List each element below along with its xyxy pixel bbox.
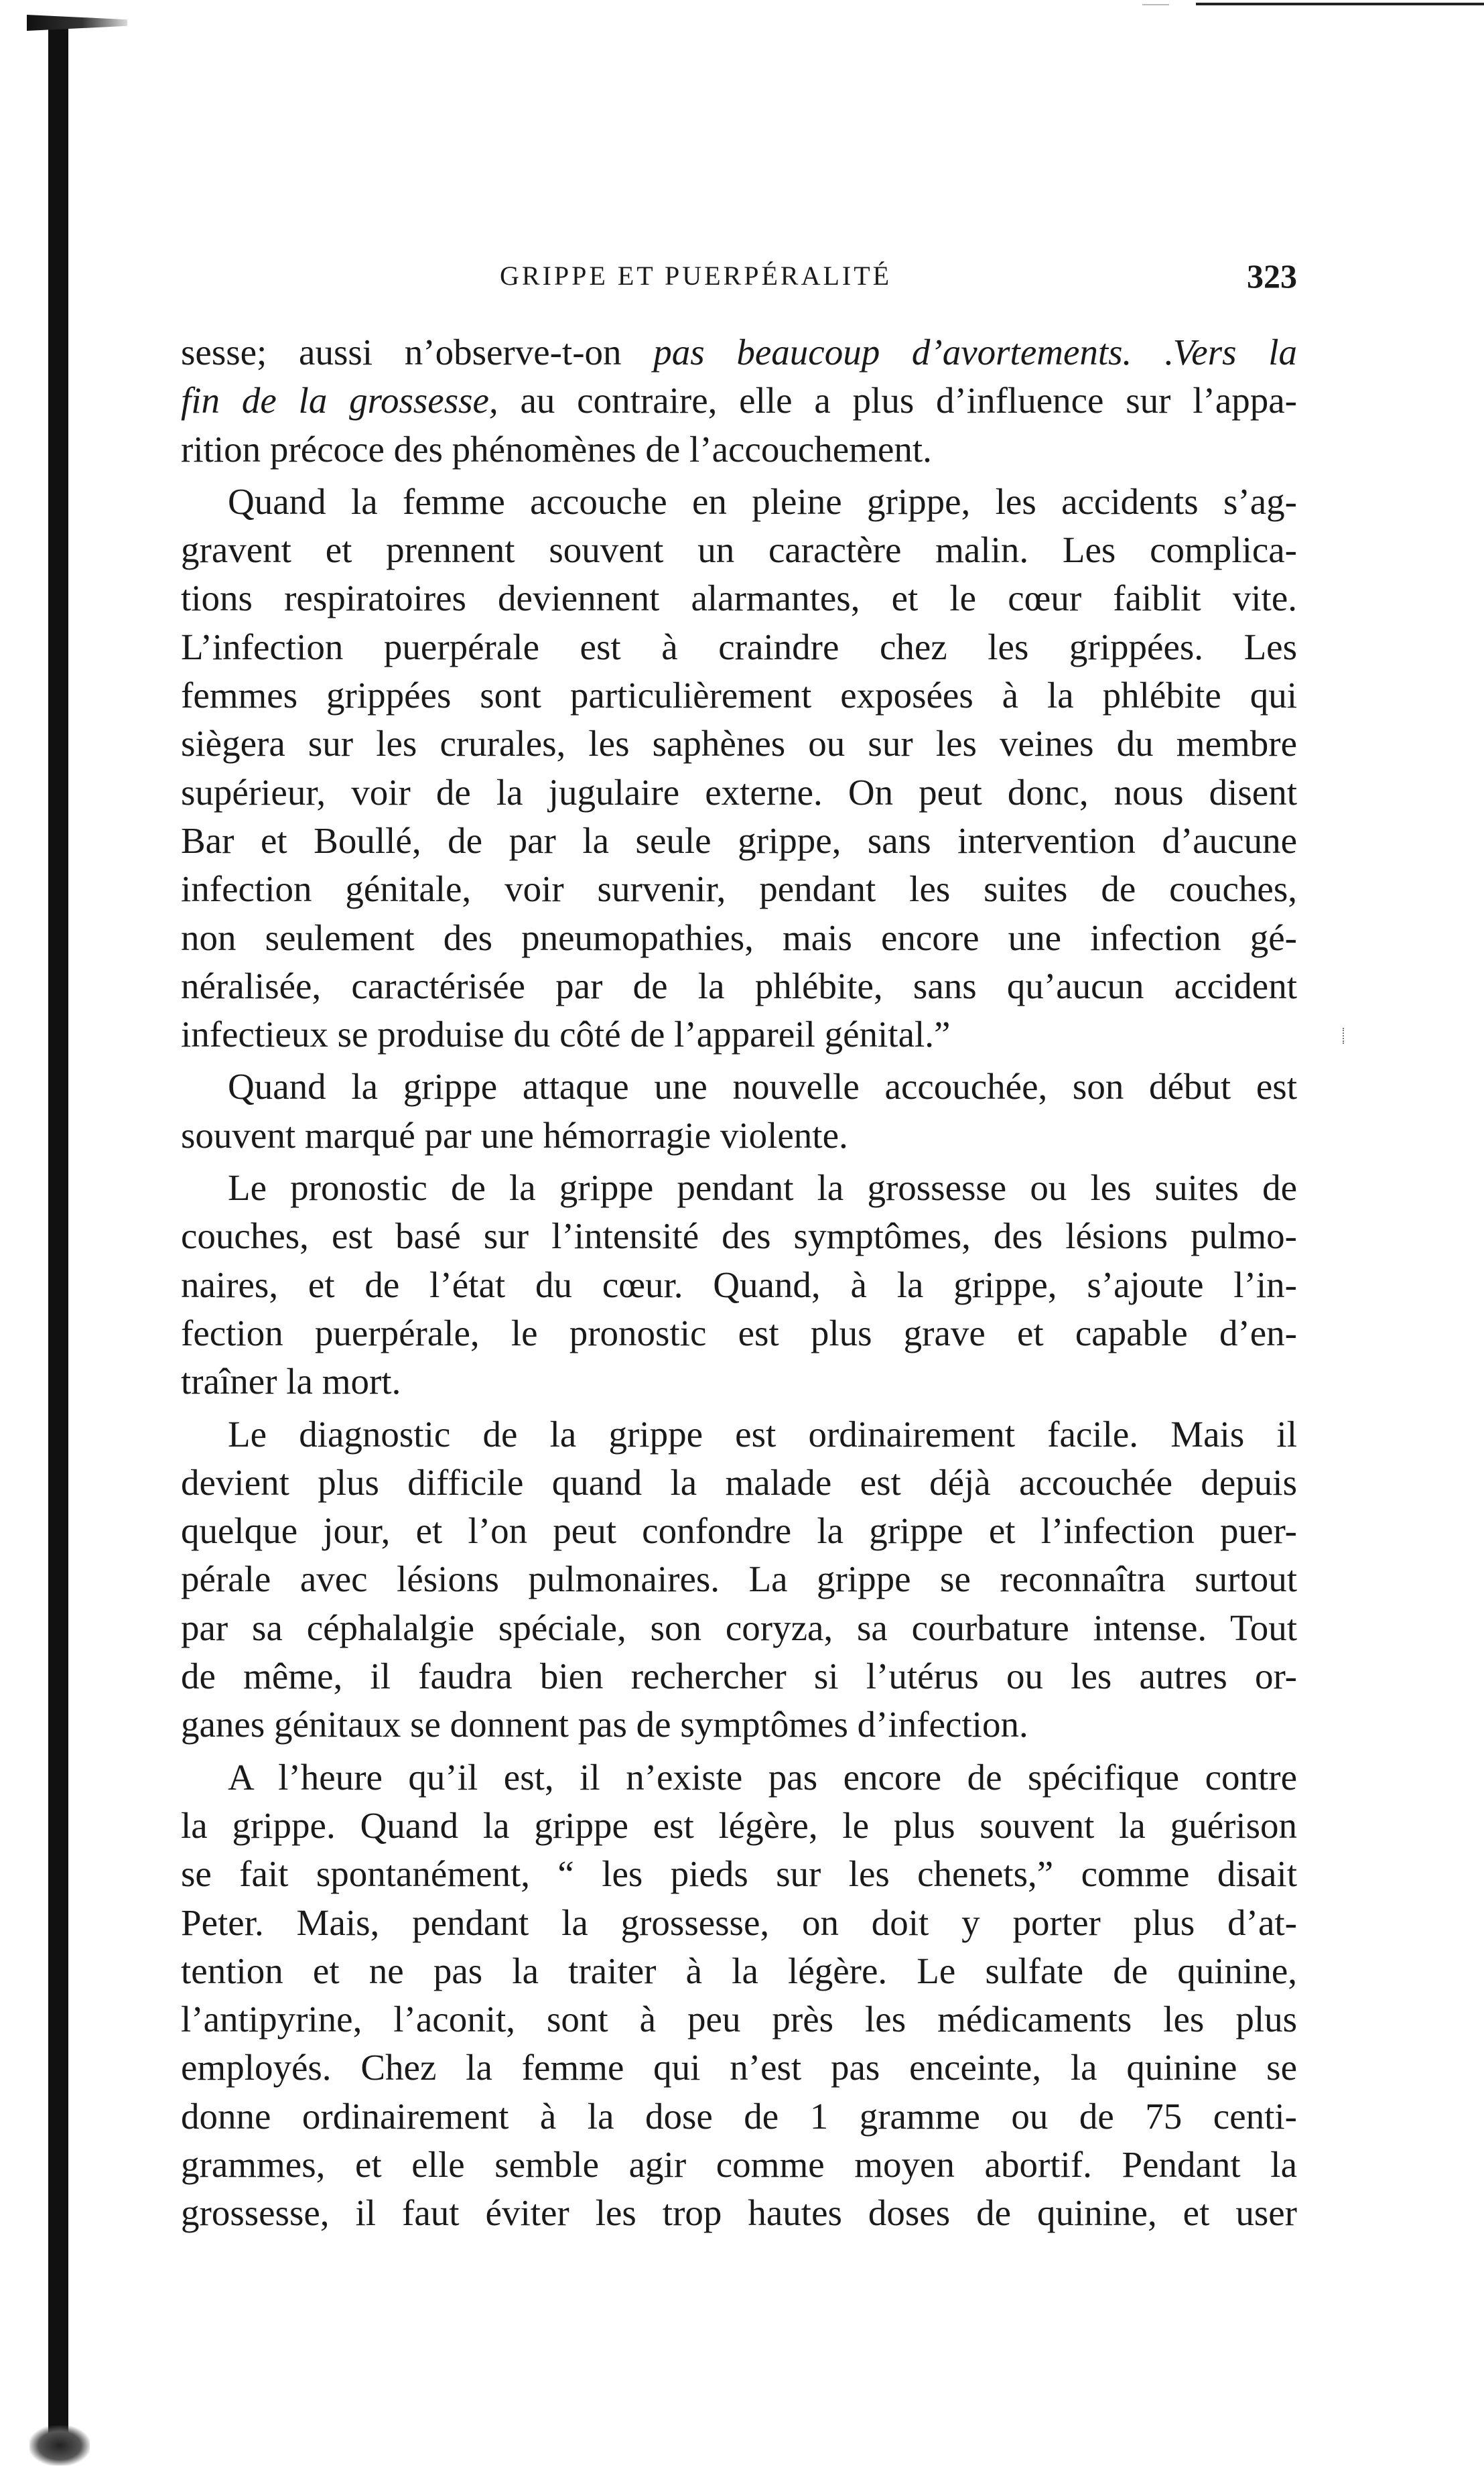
text-line	[181, 914, 1297, 962]
text-run: .	[1132, 332, 1173, 373]
running-title: GRIPPE ET PUERPÉRALITÉ	[500, 261, 892, 291]
text-run: Bar et Boullé, de par la seule grippe, sans intervention d’aucune	[181, 819, 1297, 861]
text-line	[181, 1899, 1297, 1947]
text-line	[181, 1010, 1297, 1059]
paragraph	[181, 1410, 1297, 1749]
text-run: Quand la grippe attaque une nouvelle accouchée, son début est	[228, 1066, 1297, 1108]
text-line	[181, 1652, 1297, 1700]
text-run: tention et ne pas la traiter à la légère. Le sulfate de quinine,	[181, 1950, 1297, 1991]
text-run: pérale avec lésions pulmonaires. La grippe se reconnaîtra surtout	[181, 1558, 1297, 1600]
text-run: donne ordinairement à la dose de 1 gramme ou de 75 centi-	[181, 2095, 1297, 2137]
text-run: l’antipyrine, l’aconit, sont à peu près les médicaments les plus	[181, 1999, 1297, 2040]
text-run: non seulement des pneumopathies, mais encore une infection gé-	[181, 917, 1297, 958]
text-line	[181, 1261, 1297, 1309]
text-run: couches, est basé sur l’intensité des symptômes, des lésions pulmo-	[181, 1215, 1297, 1257]
text-run: de même, il faudra bien rechercher si l’utérus ou les autres or-	[181, 1656, 1297, 1697]
page-number: 323	[1247, 257, 1297, 295]
text-line	[181, 1212, 1297, 1260]
paragraph	[181, 1063, 1297, 1160]
text-run: grammes, et elle semble agir comme moyen abortif. Pendant la	[181, 2143, 1297, 2185]
text-line	[181, 1995, 1297, 2044]
italic-run: fin de la grossesse,	[181, 380, 498, 421]
text-run: fection puerpérale, le pronostic est plus grave et capable d’en-	[181, 1312, 1297, 1353]
text-line	[181, 526, 1297, 574]
text-line	[181, 478, 1297, 526]
text-line	[181, 962, 1297, 1010]
text-line	[181, 1410, 1297, 1459]
text-run: supérieur, voir de la jugulaire externe. On peut donc, nous disent	[181, 771, 1297, 813]
text-run: devient plus difficile quand la malade est déjà accouchée depuis	[181, 1461, 1297, 1503]
text-line	[181, 817, 1297, 865]
text-run: femmes grippées sont particulièrement exposées à la phlébite qui	[181, 675, 1297, 716]
text-run: sesse; aussi n’observe-t-on	[181, 332, 654, 373]
paragraph	[181, 328, 1297, 474]
text-line	[181, 1604, 1297, 1652]
text-line	[181, 2189, 1297, 2237]
text-line	[181, 865, 1297, 913]
text-run: ganes génitaux se donnent pas de symptômes d’infection.	[181, 1704, 1028, 1745]
text-line	[181, 720, 1297, 768]
paragraph	[181, 1753, 1297, 2238]
binding-edge	[48, 19, 68, 2458]
text-line	[181, 1700, 1297, 1749]
text-line	[181, 1357, 1297, 1406]
binding-bottom-smudge	[29, 2425, 90, 2466]
body-text	[181, 328, 1297, 2242]
text-line	[181, 1753, 1297, 1802]
text-line	[181, 1507, 1297, 1555]
text-line	[181, 1063, 1297, 1111]
binding-top-flare	[27, 15, 127, 31]
margin-speck	[1343, 1028, 1351, 1044]
text-run: L’infection puerpérale est à craindre chez les grippées. Les	[181, 626, 1297, 667]
text-run: gravent et prennent souvent un caractère malin. Les complica-	[181, 529, 1297, 571]
text-run: tions respiratoires deviennent alarmantes, et le cœur faiblit vite.	[181, 578, 1297, 619]
text-run: quelque jour, et l’on peut confondre la grippe et l’infection puer-	[181, 1510, 1297, 1552]
text-line	[181, 2141, 1297, 2189]
text-run: néralisée, caractérisée par de la phlébite, sans qu’aucun accident	[181, 965, 1297, 1006]
text-line	[181, 328, 1297, 377]
text-run: siègera sur les crurales, les saphènes ou sur les veines du membre	[181, 723, 1297, 764]
text-line	[181, 2044, 1297, 2092]
text-line	[181, 768, 1297, 817]
text-line	[181, 1459, 1297, 1507]
italic-run: Vers la	[1172, 332, 1297, 373]
text-run: la grippe. Quand la grippe est légère, le plus souvent la guérison	[181, 1804, 1297, 1846]
text-line	[181, 1164, 1297, 1212]
text-run: employés. Chez la femme qui n’est pas enceinte, la quinine se	[181, 2047, 1297, 2088]
text-line	[181, 2092, 1297, 2141]
text-run: au contraire, elle a plus d’influence sur l’appa-	[498, 380, 1297, 421]
text-line	[181, 1555, 1297, 1603]
text-run: A l’heure qu’il est, il n’existe pas encore de spécifique contre	[228, 1756, 1297, 1798]
text-line	[181, 1850, 1297, 1898]
text-run: naires, et de l’état du cœur. Quand, à la grippe, s’ajoute l’in-	[181, 1264, 1297, 1305]
italic-run: pas beaucoup d’avortements.	[653, 332, 1132, 373]
text-line	[181, 1802, 1297, 1850]
text-line	[181, 671, 1297, 720]
text-line	[181, 574, 1297, 622]
top-edge-mark	[1142, 4, 1169, 5]
paragraph	[181, 1164, 1297, 1406]
top-edge-rule	[1196, 3, 1484, 5]
paragraph	[181, 478, 1297, 1059]
text-run: se fait spontanément, “ les pieds sur les chenets,” comme disait	[181, 1853, 1297, 1895]
text-line	[181, 377, 1297, 425]
text-run: infection génitale, voir survenir, pendant les suites de couches,	[181, 868, 1297, 910]
text-line	[181, 623, 1297, 671]
text-run: par sa céphalalgie spéciale, son coryza, sa courbature intense. Tout	[181, 1607, 1297, 1648]
text-run: grossesse, il faut éviter les trop hautes doses de quinine, et user	[181, 2192, 1297, 2234]
running-head	[185, 256, 1297, 296]
text-run: Le diagnostic de la grippe est ordinairement facile. Mais il	[228, 1413, 1297, 1455]
text-run: Peter. Mais, pendant la grossesse, on doit y porter plus d’at-	[181, 1901, 1297, 1943]
text-line	[181, 1112, 1297, 1160]
text-run: Le pronostic de la grippe pendant la grossesse ou les suites de	[228, 1167, 1297, 1209]
text-run: infectieux se produise du côté de l’appareil génital.”	[181, 1014, 951, 1055]
text-run: rition précoce des phénomènes de l’accouchement.	[181, 428, 932, 470]
text-line	[181, 425, 1297, 474]
text-run: traîner la mort.	[181, 1361, 401, 1402]
text-run: souvent marqué par une hémorragie violente.	[181, 1114, 848, 1156]
text-line	[181, 1309, 1297, 1357]
text-run: Quand la femme accouche en pleine grippe, les accidents s’ag-	[228, 480, 1297, 522]
text-line	[181, 1947, 1297, 1995]
